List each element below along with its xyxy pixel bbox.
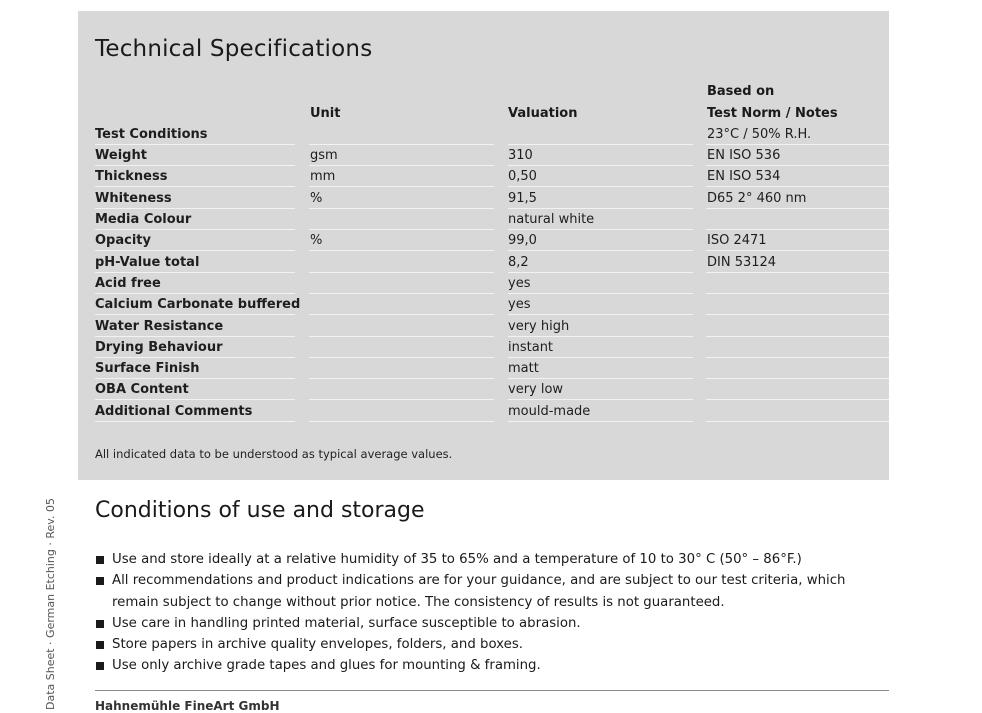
row-divider (309, 314, 494, 315)
row-label: Thickness (95, 169, 168, 184)
list-item-text: Use care in handling printed material, surface susceptible to abrasion. (112, 615, 581, 631)
table-row (95, 166, 889, 187)
list-item (95, 570, 885, 613)
row-norm: 23°C / 50% R.H. (707, 127, 812, 142)
bullet-square-icon (96, 556, 104, 564)
row-divider (309, 421, 494, 422)
bullet-square-icon (96, 662, 104, 670)
column-header-norm-line2: Test Norm / Notes (707, 106, 838, 121)
row-divider (508, 186, 693, 187)
row-label: Opacity (95, 233, 151, 248)
list-item (95, 549, 885, 570)
row-norm: EN ISO 534 (707, 169, 781, 184)
row-value: yes (508, 297, 531, 312)
row-label: Drying Behaviour (95, 340, 223, 355)
row-value: yes (508, 276, 531, 291)
specifications-title: Technical Specifications (95, 36, 373, 62)
list-item-text: Use and store ideally at a relative humidity of 35 to 65% and a temperature of 10 to 30° C (50° – 86°F.) (112, 552, 802, 567)
row-value: very high (508, 319, 570, 334)
row-label: Acid free (95, 276, 161, 291)
table-row (95, 294, 889, 315)
row-divider (508, 421, 693, 422)
row-divider (706, 186, 889, 187)
row-label: Water Resistance (95, 319, 224, 334)
list-item (95, 655, 885, 676)
row-value: natural white (508, 212, 595, 227)
conditions-list (95, 549, 885, 677)
row-label: Whiteness (95, 191, 172, 206)
row-divider (95, 250, 295, 251)
row-label: Calcium Carbonate buffered (95, 297, 301, 312)
table-row (95, 358, 889, 379)
table-row (95, 273, 889, 294)
table-row (95, 188, 889, 209)
column-header-norm-line1: Based on (707, 84, 775, 99)
table-row (95, 145, 889, 166)
table-row (95, 337, 889, 358)
row-divider (309, 250, 494, 251)
table-row (95, 230, 889, 251)
table-row (95, 316, 889, 337)
row-unit: % (310, 191, 323, 206)
row-divider (508, 314, 693, 315)
footnote: All indicated data to be understood as typical average values. (95, 447, 453, 461)
table-row (95, 252, 889, 273)
list-item (95, 634, 885, 655)
list-item (95, 613, 885, 634)
row-norm: DIN 53124 (707, 255, 777, 270)
row-norm: ISO 2471 (707, 233, 767, 248)
row-divider (706, 421, 889, 422)
table-row (95, 209, 889, 230)
row-value: mould-made (508, 404, 591, 419)
row-norm: D65 2° 460 nm (707, 191, 807, 206)
table-row (95, 124, 889, 145)
row-divider (508, 250, 693, 251)
sidebar-document-label: Data Sheet · German Etching · Rev. 05 (44, 498, 57, 710)
row-label: Test Conditions (95, 127, 208, 142)
row-unit: gsm (310, 148, 338, 163)
row-label: pH-Value total (95, 255, 200, 270)
row-value: 0,50 (508, 169, 537, 184)
column-header-valuation: Valuation (508, 106, 578, 121)
bullet-square-icon (96, 620, 104, 628)
row-value: matt (508, 361, 539, 376)
bullet-square-icon (96, 641, 104, 649)
row-norm: EN ISO 536 (707, 148, 781, 163)
row-label: Surface Finish (95, 361, 200, 376)
row-divider (508, 399, 693, 400)
table-row (95, 401, 889, 422)
row-value: 99,0 (508, 233, 537, 248)
row-divider (95, 399, 295, 400)
list-item-text: Store papers in archive quality envelopes, folders, and boxes. (112, 637, 523, 653)
company-name: Hahnemühle FineArt GmbH (95, 699, 280, 713)
footer-divider (95, 690, 889, 691)
bullet-square-icon (96, 577, 104, 585)
row-label: Weight (95, 148, 147, 163)
row-value: instant (508, 340, 554, 355)
row-value: 8,2 (508, 255, 529, 270)
row-divider (309, 399, 494, 400)
row-value: 91,5 (508, 191, 537, 206)
table-row (95, 379, 889, 400)
row-divider (309, 186, 494, 187)
row-divider (95, 314, 295, 315)
list-item-text: Use only archive grade tapes and glues for mounting & framing. (112, 658, 541, 674)
row-divider (706, 250, 889, 251)
row-value: very low (508, 382, 564, 397)
list-item-text: All recommendations and product indications are for your guidance, and are subject to our test criteria, which remain subject to change without prior notice. The consistency of results is not guaranteed. (112, 573, 846, 610)
row-divider (706, 399, 889, 400)
row-label: Media Colour (95, 212, 192, 227)
row-label: OBA Content (95, 382, 189, 397)
row-divider (95, 421, 295, 422)
row-label: Additional Comments (95, 404, 253, 419)
conditions-title: Conditions of use and storage (95, 498, 425, 523)
row-unit: mm (310, 169, 336, 184)
row-unit: % (310, 233, 323, 248)
row-divider (706, 314, 889, 315)
row-divider (95, 186, 295, 187)
column-header-unit: Unit (310, 106, 341, 121)
row-value: 310 (508, 148, 533, 163)
